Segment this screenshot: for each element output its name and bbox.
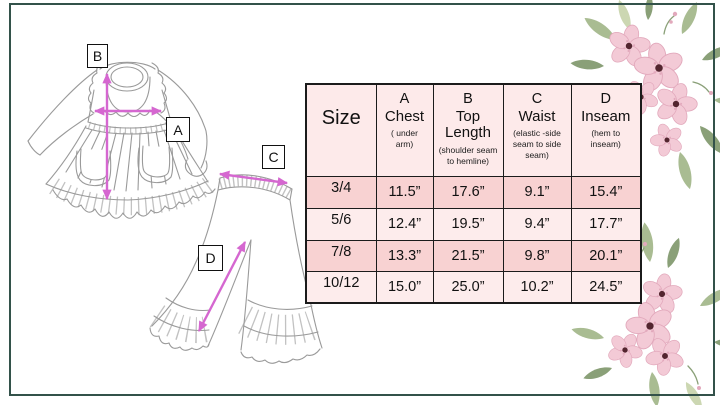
column-letter: C	[531, 91, 543, 107]
berry-sprig	[664, 16, 674, 34]
column-header-inseam	[571, 84, 641, 176]
size-cell: 7/8	[306, 240, 376, 271]
size-row	[306, 271, 641, 303]
leaf-shape	[570, 325, 605, 343]
column-header-top-length	[433, 84, 503, 176]
size-cell: 5/6	[306, 208, 376, 240]
column-note: ( under arm)	[391, 128, 418, 150]
label-box-a: A	[166, 117, 190, 142]
column-note: (hem to inseam)	[590, 128, 621, 150]
leaf-shape	[582, 364, 613, 382]
column-name: Chest	[384, 107, 425, 125]
measurement-cell: 11.5”	[376, 176, 433, 208]
measurement-cell: 17.6”	[433, 176, 503, 208]
size-row	[306, 208, 641, 240]
measurement-cell: 10.2”	[503, 271, 571, 303]
column-name: Waist	[518, 107, 556, 125]
berry-sprig	[693, 82, 709, 92]
column-note: (elastic -side seam to side seam)	[512, 128, 562, 161]
leaf-shape	[664, 236, 683, 269]
measurement-cell: 12.4”	[376, 208, 433, 240]
measurement-cell: 25.0”	[433, 271, 503, 303]
column-letter: B	[463, 91, 473, 107]
measurement-cell: 9.8”	[503, 240, 571, 271]
label-box-d: D	[198, 245, 223, 271]
measurement-cell: 24.5”	[571, 271, 641, 303]
measurement-cell: 15.4”	[571, 176, 641, 208]
measurement-cell: 17.7”	[571, 208, 641, 240]
measurement-cell: 20.1”	[571, 240, 641, 271]
column-name: Size	[321, 107, 361, 129]
column-name: Inseam	[581, 107, 631, 125]
size-row	[306, 240, 641, 271]
measurement-cell: 21.5”	[433, 240, 503, 271]
label-box-b: B	[87, 44, 108, 68]
label-box-c: C	[262, 145, 285, 169]
leaf-shape	[700, 42, 720, 64]
size-row	[306, 176, 641, 208]
column-header-waist	[503, 84, 571, 176]
leaf-shape	[682, 380, 706, 405]
leaf-shape	[570, 58, 604, 70]
column-name: Top Length	[445, 107, 491, 142]
size-cell: 3/4	[306, 176, 376, 208]
leaf-shape	[714, 96, 720, 107]
leaf-shape	[644, 0, 653, 20]
leaf-shape	[698, 284, 720, 310]
leaf-shape	[678, 0, 702, 36]
size-cell: 10/12	[306, 271, 376, 303]
column-letter: D	[600, 91, 611, 107]
leaf-shape	[675, 151, 695, 191]
column-letter: A	[399, 91, 410, 107]
column-header-size	[306, 84, 376, 176]
column-header-chest	[376, 84, 433, 176]
measurement-cell: 13.3”	[376, 240, 433, 271]
measurement-cell: 15.0”	[376, 271, 433, 303]
size-chart-table	[305, 83, 642, 304]
measurement-cell: 9.4”	[503, 208, 571, 240]
column-note: (shoulder seam to hemline)	[438, 144, 498, 166]
leaf-shape	[696, 123, 720, 158]
leaf-shape	[714, 338, 720, 349]
berry-sprig	[688, 366, 698, 384]
leaf-shape	[647, 371, 662, 405]
measurement-cell: 9.1”	[503, 176, 571, 208]
measurement-cell: 19.5”	[433, 208, 503, 240]
header-row	[306, 84, 641, 176]
